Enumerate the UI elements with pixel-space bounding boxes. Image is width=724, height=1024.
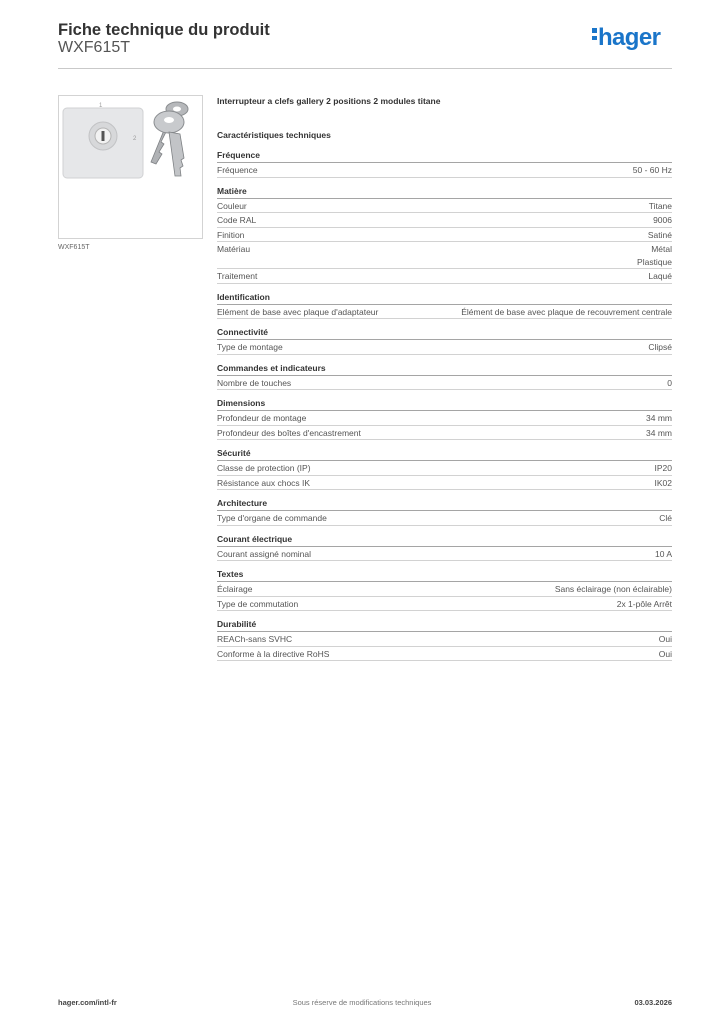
section-title: Identification — [217, 293, 672, 305]
spec-value-line: IK02 — [654, 477, 672, 488]
spec-value — [637, 243, 672, 268]
spec-row — [217, 461, 672, 476]
spec-label: Fréquence — [217, 165, 258, 175]
page-title: Fiche technique du produit — [58, 21, 270, 39]
spec-value — [461, 306, 672, 319]
spec-row — [217, 242, 672, 269]
product-title: Interrupteur a clefs gallery 2 positions 2 modules titane — [217, 96, 441, 106]
spec-section — [217, 620, 672, 661]
spec-row — [217, 376, 672, 391]
spec-sections — [217, 151, 672, 661]
spec-value-line: 34 mm — [646, 413, 672, 423]
spec-value-line: 34 mm — [646, 427, 672, 438]
section-title: Architecture — [217, 499, 672, 511]
spec-section — [217, 151, 672, 178]
spec-label: Classe de protection (IP) — [217, 463, 311, 473]
spec-row — [217, 411, 672, 426]
footer-url[interactable]: hager.com/intl-fr — [58, 998, 117, 1007]
spec-value-line: Satiné — [647, 229, 672, 240]
section-title: Dimensions — [217, 399, 672, 411]
spec-label: REACh-sans SVHC — [217, 634, 293, 644]
spec-row — [217, 426, 672, 441]
spec-value — [655, 477, 673, 490]
spec-row — [217, 163, 672, 178]
spec-section — [217, 535, 672, 562]
spec-value — [659, 512, 672, 525]
spec-value-line: Titane — [648, 200, 672, 211]
spec-value — [659, 648, 672, 661]
spec-value-line: Oui — [658, 634, 672, 644]
header-divider — [58, 68, 672, 69]
spec-value — [653, 214, 672, 227]
spec-section — [217, 293, 672, 320]
spec-label: Résistance aux chocs IK — [217, 477, 311, 488]
spec-label: Type d'organe de commande — [217, 513, 327, 523]
spec-label: Nombre de touches — [217, 377, 292, 388]
spec-row — [217, 199, 672, 214]
spec-section — [217, 399, 672, 440]
spec-label: Couleur — [217, 200, 247, 211]
spec-section — [217, 570, 672, 611]
spec-content — [217, 96, 672, 661]
spec-row — [217, 213, 672, 228]
section-title: Matière — [217, 187, 672, 199]
spec-value-line: 9006 — [653, 215, 672, 225]
spec-row — [217, 269, 672, 284]
spec-label: Traitement — [217, 271, 258, 281]
spec-label: Finition — [217, 229, 245, 240]
spec-value — [617, 598, 672, 611]
spec-row — [217, 305, 672, 320]
spec-value-line: 2x 1-pôle Arrêt — [616, 598, 672, 609]
spec-section — [217, 449, 672, 490]
spec-label: Conforme à la directive RoHS — [217, 648, 330, 659]
spec-value — [648, 270, 672, 283]
spec-value — [659, 633, 672, 646]
spec-label: Éclairage — [217, 584, 253, 594]
section-title: Durabilité — [217, 620, 672, 632]
spec-value-line: IP20 — [654, 463, 672, 473]
section-title: Commandes et indicateurs — [217, 364, 672, 376]
spec-value-line: Métal — [651, 244, 672, 254]
spec-section — [217, 187, 672, 284]
image-caption: WXF615T — [58, 244, 90, 251]
spec-value-line: Plastique — [637, 256, 672, 267]
spec-section — [217, 328, 672, 355]
spec-label: Code RAL — [217, 215, 257, 225]
spec-value-line: Clipsé — [648, 342, 672, 352]
spec-value — [633, 164, 672, 177]
spec-label: Profondeur de montage — [217, 413, 307, 423]
hager-logo — [592, 26, 660, 50]
spec-value — [646, 412, 672, 425]
logo-wordmark: hager — [598, 24, 661, 51]
spec-row — [217, 340, 672, 355]
section-title: Connectivité — [217, 328, 672, 340]
section-title: Textes — [217, 570, 672, 582]
spec-value-line: 0 — [667, 377, 672, 388]
spec-value — [649, 200, 672, 213]
spec-value — [667, 377, 672, 390]
product-code: WXF615T — [58, 39, 131, 56]
spec-value-line: Élément de base avec plaque de recouvrement centrale — [461, 306, 672, 317]
logo-colon-icon — [592, 25, 598, 43]
spec-value — [655, 548, 672, 561]
spec-row — [217, 547, 672, 562]
section-title: Fréquence — [217, 151, 672, 163]
footer-notice: Sous réserve de modifications techniques — [292, 998, 432, 1007]
spec-value-line: 50 - 60 Hz — [632, 165, 672, 175]
spec-row — [217, 632, 672, 647]
spec-label: Elément de base avec plaque d'adaptateur — [217, 306, 379, 317]
spec-row — [217, 597, 672, 612]
spec-row — [217, 228, 672, 243]
spec-row — [217, 476, 672, 491]
spec-value — [555, 583, 672, 596]
spec-value — [648, 229, 672, 242]
spec-row — [217, 647, 672, 662]
section-title: Courant électrique — [217, 535, 672, 547]
spec-label: Type de commutation — [217, 598, 299, 609]
position-1-label: 1 — [99, 103, 103, 109]
key-switch-illustration — [59, 96, 202, 238]
spec-value — [646, 427, 672, 440]
spec-label: Matériau — [217, 244, 251, 254]
product-image — [58, 95, 203, 239]
spec-label: Type de montage — [217, 342, 283, 352]
spec-section — [217, 364, 672, 391]
spec-value-line: Sans éclairage (non éclairable) — [554, 584, 672, 594]
spec-row — [217, 511, 672, 526]
spec-value-line: Oui — [658, 648, 672, 659]
spec-value-line: Laqué — [648, 271, 672, 281]
spec-value — [648, 341, 672, 354]
spec-label: Profondeur des boîtes d'encastrement — [217, 427, 361, 438]
spec-value — [655, 462, 673, 475]
section-title: Sécurité — [217, 449, 672, 461]
footer-date: 03.03.2026 — [634, 998, 672, 1007]
position-2-label: 2 — [133, 136, 137, 142]
spec-value-line: 10 A — [654, 548, 672, 559]
tech-heading: Caractéristiques techniques — [217, 130, 331, 140]
spec-row — [217, 582, 672, 597]
spec-value-line: Clé — [659, 513, 672, 523]
spec-label: Courant assigné nominal — [217, 548, 312, 559]
spec-section — [217, 499, 672, 526]
